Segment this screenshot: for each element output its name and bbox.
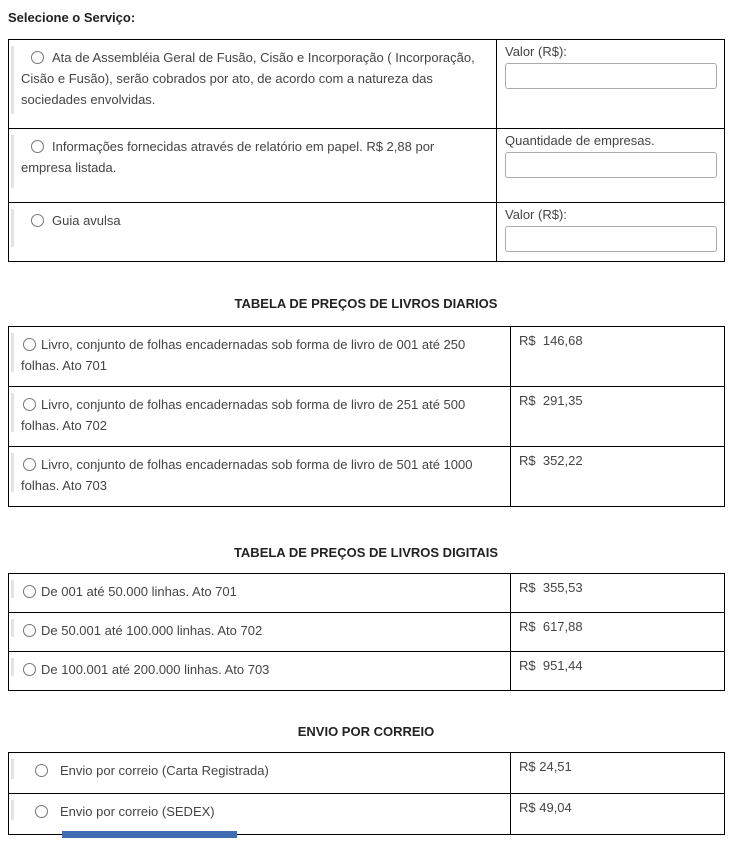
price-label-cell bbox=[9, 652, 511, 691]
price-label-cell bbox=[9, 387, 511, 447]
price-row bbox=[9, 387, 725, 447]
row-accent-bar bbox=[11, 209, 14, 247]
price-value: R$ 617,88 bbox=[511, 613, 725, 652]
price-value: R$ 352,22 bbox=[511, 447, 725, 507]
price-label-cell bbox=[9, 613, 511, 652]
price-label-cell bbox=[9, 794, 511, 835]
price-radio-button[interactable] bbox=[23, 338, 36, 351]
price-radio-button[interactable] bbox=[35, 764, 48, 777]
price-radio-button[interactable] bbox=[23, 624, 36, 637]
price-radio-button[interactable] bbox=[23, 585, 36, 598]
price-row bbox=[9, 613, 725, 652]
service-radio-button[interactable] bbox=[31, 140, 44, 153]
price-radio-button[interactable] bbox=[23, 398, 36, 411]
price-row bbox=[9, 652, 725, 691]
price-radio-button[interactable] bbox=[23, 458, 36, 471]
row-accent-bar bbox=[11, 333, 14, 372]
price-table-livros-diarios bbox=[8, 326, 725, 507]
price-label-cell bbox=[9, 447, 511, 507]
service-field-cell bbox=[497, 129, 725, 203]
price-row-label: De 100.001 até 200.000 linhas. Ato 703 bbox=[41, 662, 270, 677]
service-radio-button[interactable] bbox=[31, 214, 44, 227]
price-row-label: Livro, conjunto de folhas encadernadas sob forma de livro de 251 até 500 folhas. Ato 702 bbox=[21, 397, 466, 433]
value-input[interactable] bbox=[505, 63, 717, 89]
price-value: R$ 291,35 bbox=[511, 387, 725, 447]
price-row bbox=[9, 574, 725, 613]
service-field-cell bbox=[497, 40, 725, 129]
page-title: Selecione o Serviço: bbox=[8, 10, 136, 25]
price-row-label: De 001 até 50.000 linhas. Ato 701 bbox=[41, 584, 237, 599]
section-title-envio-correio: ENVIO POR CORREIO bbox=[297, 724, 435, 739]
price-row-label: Envio por correio (Carta Registrada) bbox=[60, 763, 269, 778]
service-table bbox=[8, 39, 725, 262]
row-accent-bar bbox=[11, 800, 14, 820]
field-label: Valor (R$): bbox=[505, 207, 567, 222]
price-table-livros-digitais bbox=[8, 573, 725, 691]
value-input[interactable] bbox=[505, 226, 717, 252]
service-label-cell bbox=[9, 40, 497, 129]
price-value: R$ 24,51 bbox=[511, 753, 725, 794]
price-radio-button[interactable] bbox=[23, 663, 36, 676]
service-row bbox=[9, 203, 725, 262]
price-value: R$ 951,44 bbox=[511, 652, 725, 691]
price-table-envio-correio bbox=[8, 752, 725, 835]
service-field-cell bbox=[497, 203, 725, 262]
service-radio-button[interactable] bbox=[31, 51, 44, 64]
section-title-livros-diarios: TABELA DE PREÇOS DE LIVROS DIARIOS bbox=[234, 296, 498, 311]
row-accent-bar bbox=[11, 135, 14, 188]
row-accent-bar bbox=[11, 580, 14, 598]
row-accent-bar bbox=[11, 46, 14, 114]
price-row bbox=[9, 753, 725, 794]
price-row-label: De 50.001 até 100.000 linhas. Ato 702 bbox=[41, 623, 263, 638]
price-value: R$ 146,68 bbox=[511, 327, 725, 387]
partial-blue-bar bbox=[62, 831, 237, 838]
service-label-cell bbox=[9, 203, 497, 262]
price-row-label: Livro, conjunto de folhas encadernadas sob forma de livro de 501 até 1000 folhas. Ato 703 bbox=[21, 457, 473, 493]
section-title-livros-digitais: TABELA DE PREÇOS DE LIVROS DIGITAIS bbox=[233, 545, 499, 560]
price-row-label: Livro, conjunto de folhas encadernadas sob forma de livro de 001 até 250 folhas. Ato 701 bbox=[21, 337, 466, 373]
row-accent-bar bbox=[11, 393, 14, 432]
price-label-cell bbox=[9, 753, 511, 794]
service-label-cell bbox=[9, 129, 497, 203]
service-label: Informações fornecidas através de relatório em papel. R$ 2,88 por empresa listada. bbox=[21, 139, 435, 175]
price-label-cell bbox=[9, 327, 511, 387]
service-label: Guia avulsa bbox=[52, 213, 121, 228]
service-row bbox=[9, 40, 725, 129]
row-accent-bar bbox=[11, 453, 14, 492]
service-label: Ata de Assembléia Geral de Fusão, Cisão e Incorporação ( Incorporação, Cisão e Fusão), serão cobrados por ato, de acordo com a natureza das sociedades envolvidas. bbox=[21, 50, 475, 107]
price-label-cell bbox=[9, 574, 511, 613]
field-label: Quantidade de empresas. bbox=[505, 133, 655, 148]
field-label: Valor (R$): bbox=[505, 44, 567, 59]
value-input[interactable] bbox=[505, 152, 717, 178]
row-accent-bar bbox=[11, 658, 14, 676]
service-row bbox=[9, 129, 725, 203]
price-row bbox=[9, 794, 725, 835]
price-row-label: Envio por correio (SEDEX) bbox=[60, 804, 215, 819]
price-radio-button[interactable] bbox=[35, 805, 48, 818]
row-accent-bar bbox=[11, 759, 14, 779]
price-row bbox=[9, 327, 725, 387]
price-value: R$ 355,53 bbox=[511, 574, 725, 613]
price-value: R$ 49,04 bbox=[511, 794, 725, 835]
row-accent-bar bbox=[11, 619, 14, 637]
price-row bbox=[9, 447, 725, 507]
